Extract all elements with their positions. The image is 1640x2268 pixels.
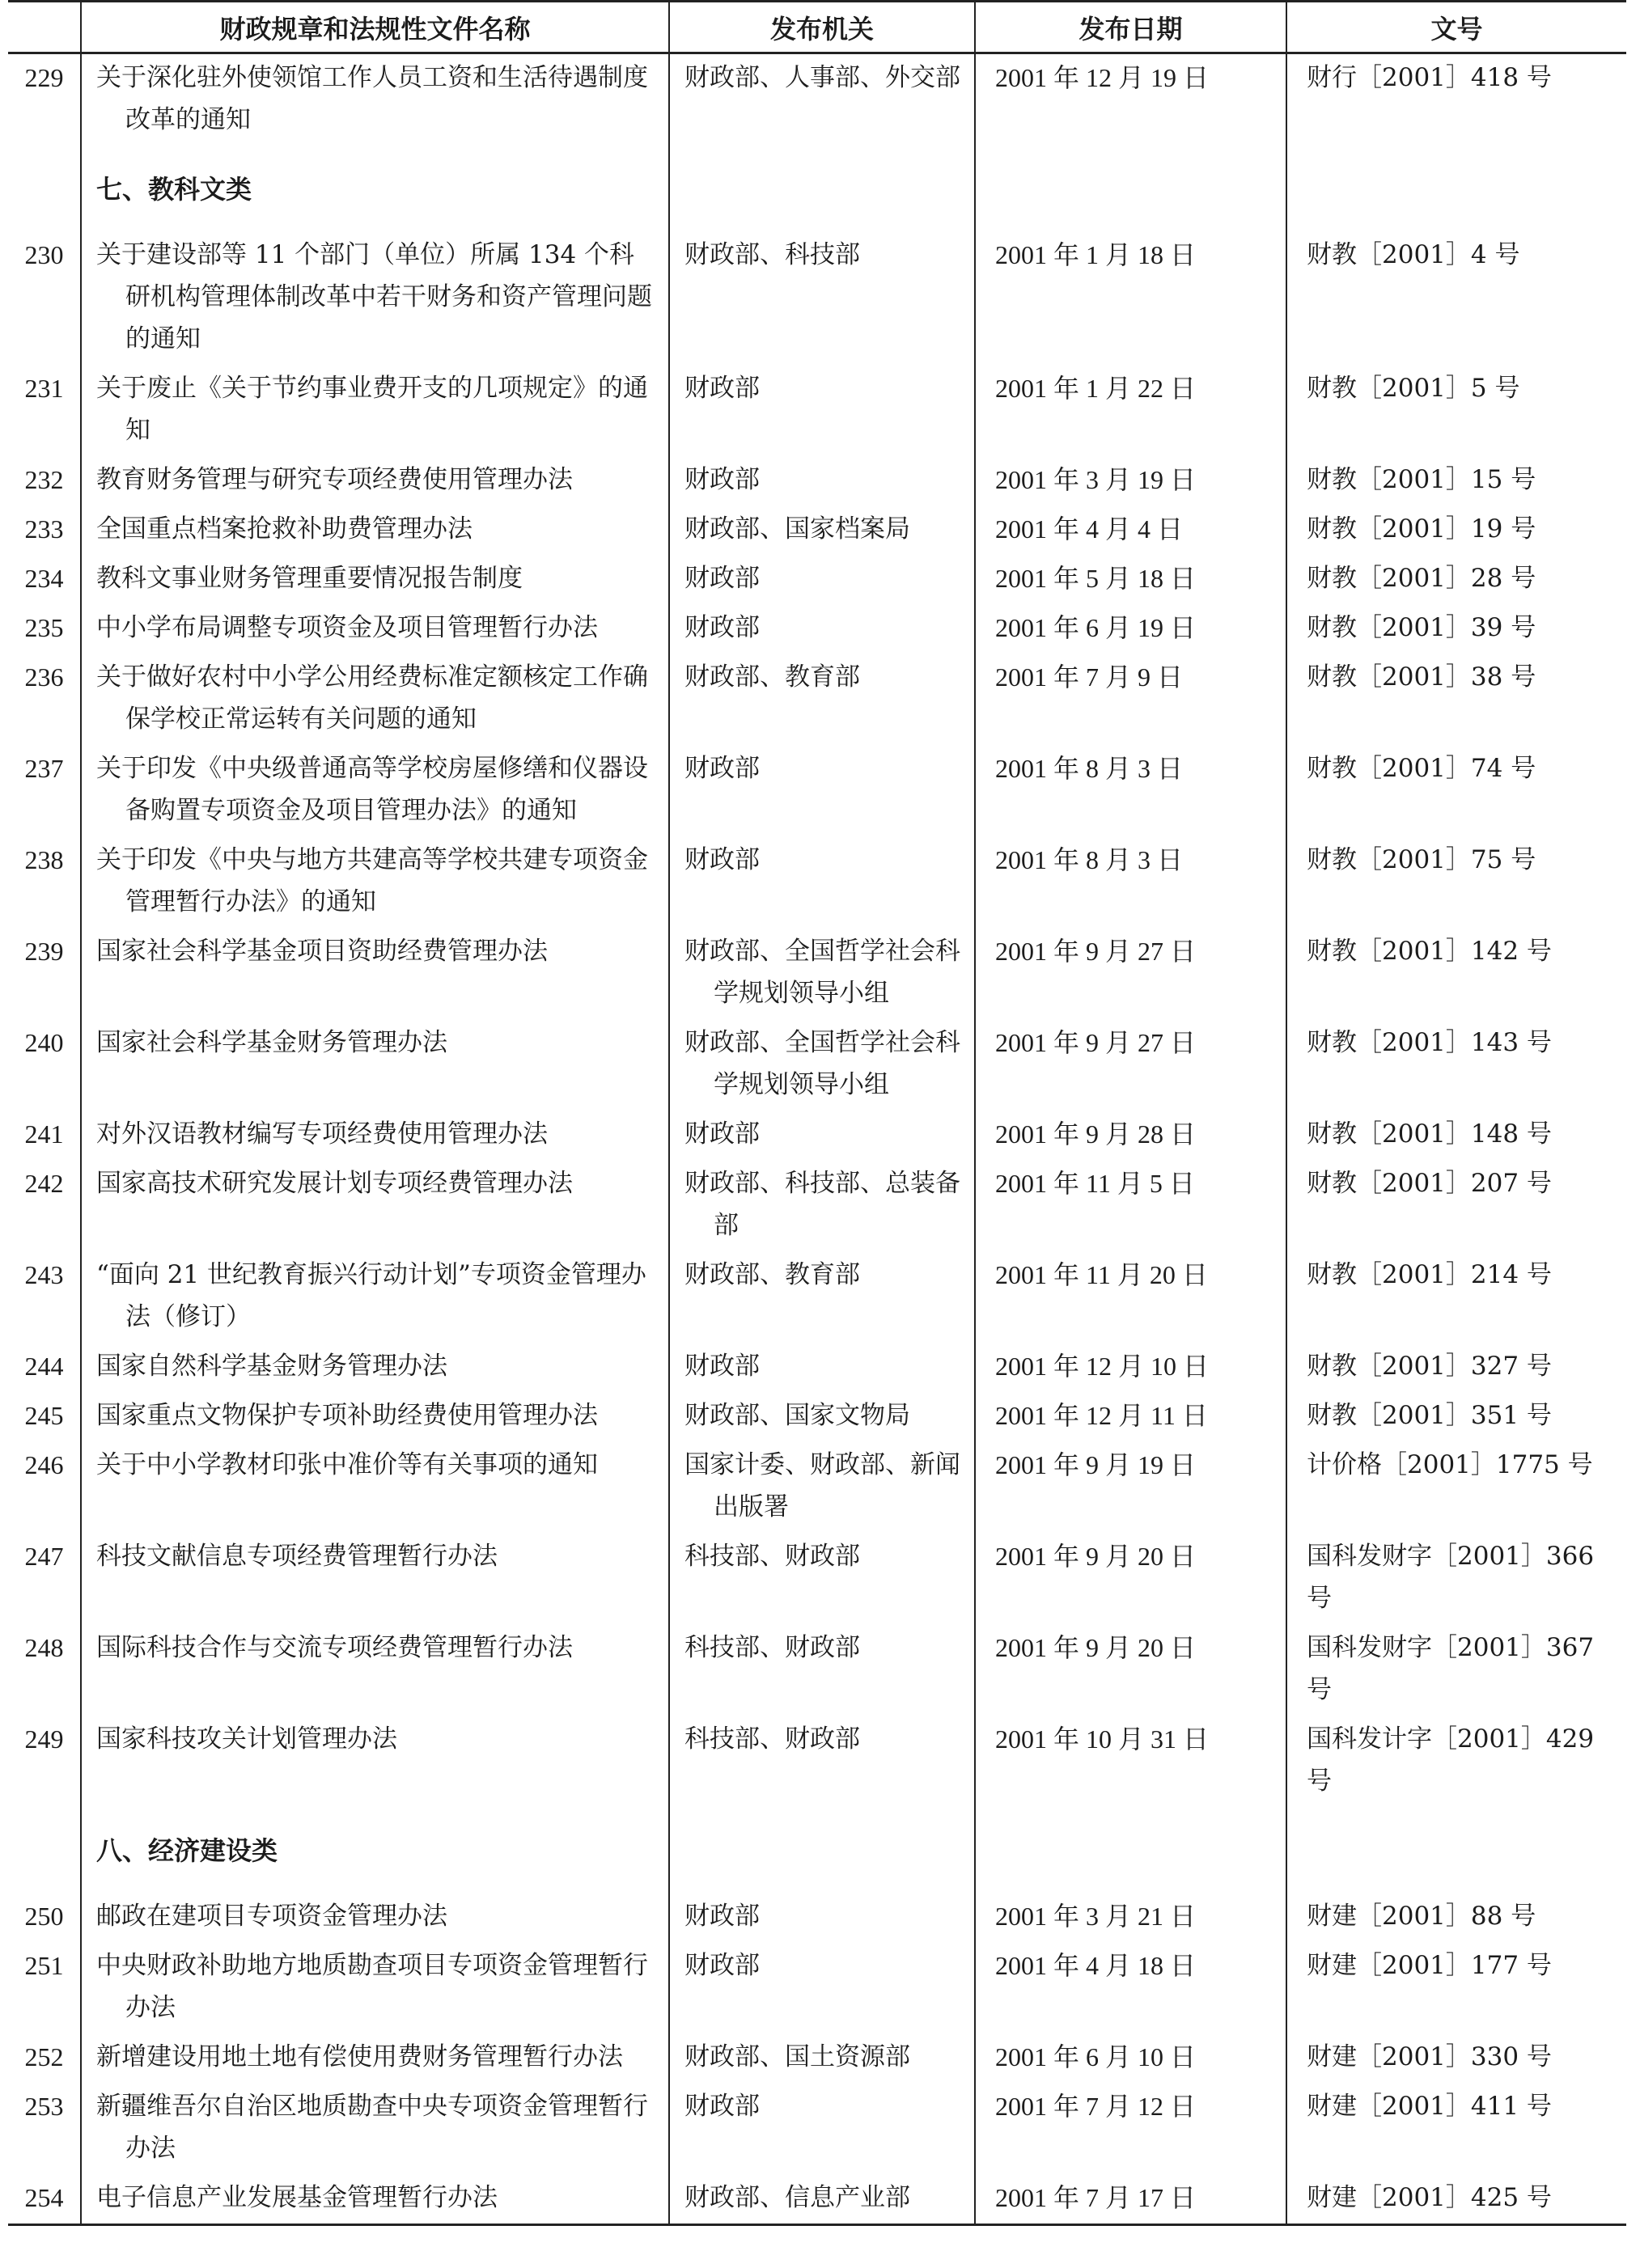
row-document-name [81, 555, 669, 604]
table-row [8, 365, 1626, 456]
row-number: 244 [8, 1343, 81, 1392]
row-issuing-authority [669, 2033, 975, 2083]
row-document-number: 财行［2001］418 号 [1286, 53, 1626, 146]
table-row [8, 2083, 1626, 2174]
row-document-name-text: 关于做好农村中小学公用经费标准定额核定工作确保学校正常运转有关问题的通知 [96, 662, 648, 734]
row-issuing-authority-text: 财政部 [684, 613, 760, 642]
row-issuing-authority [669, 1160, 975, 1251]
section-title: 八、经济建设类 [81, 1807, 669, 1893]
row-document-name [81, 231, 669, 365]
row-number: 234 [8, 555, 81, 604]
row-issuing-authority-text: 财政部、科技部、总装备部 [684, 1169, 960, 1240]
row-issue-date: 2001 年 9 月 27 日 [975, 1019, 1286, 1111]
row-issuing-authority-text: 财政部、全国哲学社会科学规划领导小组 [684, 937, 960, 1008]
table-row [8, 2033, 1626, 2083]
row-issuing-authority [669, 2174, 975, 2225]
row-document-number: 国科发财字［2001］367 号 [1286, 1624, 1626, 1716]
row-issuing-authority-text: 财政部、国家文物局 [684, 1401, 910, 1430]
row-date [975, 146, 1286, 231]
row-document-name [81, 53, 669, 146]
row-document-name-text: 关于废止《关于节约事业费开支的几项规定》的通知 [96, 374, 648, 445]
row-document-name [81, 1111, 669, 1160]
row-issuing-authority [669, 555, 975, 604]
table-row [8, 1942, 1626, 2033]
row-issuing-authority [669, 1942, 975, 2033]
row-issue-date: 2001 年 10 月 31 日 [975, 1716, 1286, 1807]
row-document-number: 财教［2001］327 号 [1286, 1343, 1626, 1392]
row-number: 253 [8, 2083, 81, 2174]
row-issuing-authority-text: 财政部、科技部 [684, 240, 860, 269]
row-number: 247 [8, 1533, 81, 1624]
row-document-name-text: 国际科技合作与交流专项经费管理暂行办法 [96, 1633, 573, 1662]
row-issuing-authority-text: 财政部 [684, 2092, 760, 2121]
row-issuing-authority-text: 财政部 [684, 754, 760, 783]
row-issue-date: 2001 年 9 月 19 日 [975, 1441, 1286, 1533]
row-issuing-authority [669, 836, 975, 928]
row-issue-date: 2001 年 12 月 11 日 [975, 1392, 1286, 1441]
row-issue-date: 2001 年 9 月 27 日 [975, 928, 1286, 1019]
table-row [8, 1893, 1626, 1942]
row-issuing-authority-text: 财政部、人事部、外交部 [684, 63, 960, 92]
row-document-number: 国科发财字［2001］366 号 [1286, 1533, 1626, 1624]
row-number: 251 [8, 1942, 81, 2033]
table-row [8, 53, 1626, 146]
row-document-name [81, 365, 669, 456]
header-no [8, 2, 81, 53]
table-row [8, 1251, 1626, 1343]
row-issue-date: 2001 年 1 月 18 日 [975, 231, 1286, 365]
row-issue-date: 2001 年 7 月 12 日 [975, 2083, 1286, 2174]
row-issuing-authority-text: 财政部 [684, 1352, 760, 1381]
row-issuing-authority [669, 1441, 975, 1533]
row-issuing-authority-text: 财政部 [684, 1119, 760, 1149]
row-document-number: 财教［2001］351 号 [1286, 1392, 1626, 1441]
header-name: 财政规章和法规性文件名称 [81, 2, 669, 53]
row-document-name [81, 928, 669, 1019]
row-document-name [81, 1160, 669, 1251]
row-issue-date: 2001 年 9 月 28 日 [975, 1111, 1286, 1160]
header-date: 发布日期 [975, 2, 1286, 53]
row-issuing-authority-text: 财政部 [684, 1902, 760, 1931]
row-issue-date: 2001 年 12 月 10 日 [975, 1343, 1286, 1392]
row-issue-date: 2001 年 11 月 5 日 [975, 1160, 1286, 1251]
row-issuing-authority-text: 科技部、财政部 [684, 1542, 860, 1571]
table-row [8, 1624, 1626, 1716]
row-issuing-authority-text: 财政部、全国哲学社会科学规划领导小组 [684, 1028, 960, 1099]
row-document-name-text: 国家科技攻关计划管理办法 [96, 1724, 397, 1754]
row-number: 238 [8, 836, 81, 928]
row-document-name-text: 关于中小学教材印张中准价等有关事项的通知 [96, 1450, 598, 1479]
table-row [8, 1160, 1626, 1251]
row-document-number: 计价格［2001］1775 号 [1286, 1441, 1626, 1533]
row-issuing-authority [669, 1019, 975, 1111]
row-issuing-authority [669, 231, 975, 365]
row-document-name [81, 836, 669, 928]
row-document-number: 财教［2001］4 号 [1286, 231, 1626, 365]
row-issue-date: 2001 年 6 月 10 日 [975, 2033, 1286, 2083]
row-issuing-authority-text: 科技部、财政部 [684, 1724, 860, 1754]
row-number: 245 [8, 1392, 81, 1441]
row-document-name [81, 1893, 669, 1942]
row-org [669, 146, 975, 231]
row-document-number: 国科发计字［2001］429 号 [1286, 1716, 1626, 1807]
row-issue-date: 2001 年 9 月 20 日 [975, 1533, 1286, 1624]
row-issuing-authority-text: 财政部 [684, 564, 760, 593]
row-issue-date: 2001 年 6 月 19 日 [975, 604, 1286, 654]
row-document-name-text: 关于印发《中央级普通高等学校房屋修缮和仪器设备购置专项资金及项目管理办法》的通知 [96, 754, 648, 825]
table-row [8, 604, 1626, 654]
row-document-name [81, 745, 669, 836]
row-number: 248 [8, 1624, 81, 1716]
row-issuing-authority [669, 2083, 975, 2174]
table-row [8, 1019, 1626, 1111]
table-row [8, 1111, 1626, 1160]
row-number: 246 [8, 1441, 81, 1533]
row-document-name-text: 电子信息产业发展基金管理暂行办法 [96, 2183, 498, 2212]
row-issuing-authority [669, 1893, 975, 1942]
table-row [8, 231, 1626, 365]
header-row [8, 2, 1626, 53]
row-number: 230 [8, 231, 81, 365]
row-issue-date: 2001 年 8 月 3 日 [975, 745, 1286, 836]
row-document-name [81, 1716, 669, 1807]
row-issuing-authority [669, 1624, 975, 1716]
row-document-number: 财建［2001］330 号 [1286, 2033, 1626, 2083]
row-document-number: 财建［2001］88 号 [1286, 1893, 1626, 1942]
row-document-name [81, 2174, 669, 2225]
row-document-name-text: 国家自然科学基金财务管理办法 [96, 1352, 447, 1381]
row-issue-date: 2001 年 7 月 9 日 [975, 654, 1286, 745]
regulations-table [8, 0, 1626, 2226]
row-number: 254 [8, 2174, 81, 2225]
row-number: 250 [8, 1893, 81, 1942]
row-issue-date: 2001 年 3 月 19 日 [975, 456, 1286, 506]
row-document-number: 财建［2001］411 号 [1286, 2083, 1626, 2174]
row-issuing-authority-text: 国家计委、财政部、新闻出版署 [684, 1450, 960, 1521]
row-issue-date: 2001 年 11 月 20 日 [975, 1251, 1286, 1343]
row-document-name-text: 关于建设部等 11 个部门（单位）所属 134 个科研机构管理体制改革中若干财务和资产管理问题的通知 [96, 240, 652, 353]
row-issuing-authority-text: 财政部、教育部 [684, 1260, 860, 1289]
row-document-name [81, 1251, 669, 1343]
row-document-number: 财建［2001］177 号 [1286, 1942, 1626, 2033]
row-document-name-text: 国家高技术研究发展计划专项经费管理办法 [96, 1169, 573, 1198]
section-title: 七、教科文类 [81, 146, 669, 231]
row-document-number: 财教［2001］214 号 [1286, 1251, 1626, 1343]
row-issuing-authority [669, 928, 975, 1019]
row-issuing-authority [669, 654, 975, 745]
row-issue-date: 2001 年 3 月 21 日 [975, 1893, 1286, 1942]
row-number: 239 [8, 928, 81, 1019]
row-document-number: 财教［2001］142 号 [1286, 928, 1626, 1019]
row-issuing-authority [669, 1533, 975, 1624]
row-document-name-text: 邮政在建项目专项资金管理办法 [96, 1902, 447, 1931]
section-row [8, 1807, 1626, 1893]
row-number: 237 [8, 745, 81, 836]
row-issue-date: 2001 年 8 月 3 日 [975, 836, 1286, 928]
row-issue-date: 2001 年 1 月 22 日 [975, 365, 1286, 456]
row-issuing-authority-text: 财政部 [684, 845, 760, 874]
row-document-number: 财教［2001］28 号 [1286, 555, 1626, 604]
section-row [8, 146, 1626, 231]
row-issue-date: 2001 年 5 月 18 日 [975, 555, 1286, 604]
row-document-name [81, 2033, 669, 2083]
row-document-name [81, 456, 669, 506]
row-issue-date: 2001 年 12 月 19 日 [975, 53, 1286, 146]
row-issuing-authority [669, 53, 975, 146]
table-row [8, 928, 1626, 1019]
row-number: 231 [8, 365, 81, 456]
row-document-name [81, 1441, 669, 1533]
row-document-name-text: 国家社会科学基金项目资助经费管理办法 [96, 937, 548, 966]
row-document-name-text: 关于深化驻外使领馆工作人员工资和生活待遇制度改革的通知 [96, 63, 648, 134]
row-document-name-text: 国家重点文物保护专项补助经费使用管理办法 [96, 1401, 598, 1430]
row-number: 229 [8, 53, 81, 146]
row-issuing-authority [669, 1716, 975, 1807]
row-document-name-text: 对外汉语教材编写专项经费使用管理办法 [96, 1119, 548, 1149]
row-document-name [81, 654, 669, 745]
row-document-number: 财教［2001］75 号 [1286, 836, 1626, 928]
table-row [8, 654, 1626, 745]
row-document-number: 财建［2001］425 号 [1286, 2174, 1626, 2225]
row-document-name-text: “面向 21 世纪教育振兴行动计划”专项资金管理办法（修订） [96, 1260, 646, 1331]
table-header [8, 2, 1626, 53]
row-document-name-text: 科技文献信息专项经费管理暂行办法 [96, 1542, 498, 1571]
row-issuing-authority-text: 财政部、教育部 [684, 662, 860, 692]
table-row [8, 836, 1626, 928]
row-issue-date: 2001 年 9 月 20 日 [975, 1624, 1286, 1716]
row-document-number: 财教［2001］5 号 [1286, 365, 1626, 456]
table-row [8, 1343, 1626, 1392]
row-issuing-authority-text: 财政部、信息产业部 [684, 2183, 910, 2212]
row-number [8, 146, 81, 231]
row-issuing-authority-text: 财政部、国家档案局 [684, 514, 910, 544]
row-number: 243 [8, 1251, 81, 1343]
row-document-name-text: 教育财务管理与研究专项经费使用管理办法 [96, 465, 573, 494]
row-issuing-authority-text: 财政部 [684, 1951, 760, 1980]
row-document-number: 财教［2001］39 号 [1286, 604, 1626, 654]
row-document-name [81, 1942, 669, 2033]
row-document-name-text: 新增建设用地土地有偿使用费财务管理暂行办法 [96, 2042, 623, 2071]
row-issuing-authority-text: 财政部 [684, 374, 760, 403]
row-document-name-text: 中央财政补助地方地质勘查项目专项资金管理暂行办法 [96, 1951, 648, 2022]
row-issuing-authority [669, 365, 975, 456]
table-row [8, 2174, 1626, 2225]
row-issuing-authority [669, 506, 975, 555]
row-document-name [81, 506, 669, 555]
header-ref: 文号 [1286, 2, 1626, 53]
table-row [8, 745, 1626, 836]
row-issuing-authority-text: 财政部 [684, 465, 760, 494]
row-issuing-authority-text: 财政部、国土资源部 [684, 2042, 910, 2071]
row-document-name-text: 全国重点档案抢救补助费管理办法 [96, 514, 473, 544]
row-number: 241 [8, 1111, 81, 1160]
row-number: 232 [8, 456, 81, 506]
row-document-name [81, 2083, 669, 2174]
row-document-number: 财教［2001］38 号 [1286, 654, 1626, 745]
table-row [8, 1392, 1626, 1441]
table-row [8, 506, 1626, 555]
table-body [8, 53, 1626, 2225]
row-document-number: 财教［2001］74 号 [1286, 745, 1626, 836]
row-number: 242 [8, 1160, 81, 1251]
row-document-name [81, 1343, 669, 1392]
row-issuing-authority [669, 1392, 975, 1441]
row-date [975, 1807, 1286, 1893]
row-number: 249 [8, 1716, 81, 1807]
row-issue-date: 2001 年 7 月 17 日 [975, 2174, 1286, 2225]
row-issuing-authority [669, 745, 975, 836]
row-document-name [81, 1019, 669, 1111]
table-row [8, 1533, 1626, 1624]
row-document-name-text: 国家社会科学基金财务管理办法 [96, 1028, 447, 1057]
row-document-number: 财教［2001］15 号 [1286, 456, 1626, 506]
row-issuing-authority [669, 1111, 975, 1160]
row-document-name [81, 1533, 669, 1624]
row-number [8, 1807, 81, 1893]
row-document-name-text: 关于印发《中央与地方共建高等学校共建专项资金管理暂行办法》的通知 [96, 845, 648, 916]
row-number: 235 [8, 604, 81, 654]
row-document-name [81, 1392, 669, 1441]
table-row [8, 456, 1626, 506]
row-document-number: 财教［2001］19 号 [1286, 506, 1626, 555]
row-org [669, 1807, 975, 1893]
row-document-number: 财教［2001］143 号 [1286, 1019, 1626, 1111]
row-issuing-authority [669, 456, 975, 506]
row-number: 233 [8, 506, 81, 555]
row-number: 236 [8, 654, 81, 745]
row-number: 252 [8, 2033, 81, 2083]
row-issuing-authority-text: 科技部、财政部 [684, 1633, 860, 1662]
row-document-name [81, 604, 669, 654]
row-issue-date: 2001 年 4 月 4 日 [975, 506, 1286, 555]
table-row [8, 1441, 1626, 1533]
row-document-name-text: 新疆维吾尔自治区地质勘查中央专项资金管理暂行办法 [96, 2092, 648, 2163]
row-ref [1286, 1807, 1626, 1893]
row-document-number: 财教［2001］207 号 [1286, 1160, 1626, 1251]
row-ref [1286, 146, 1626, 231]
table-row [8, 555, 1626, 604]
row-document-name [81, 1624, 669, 1716]
table-row [8, 1716, 1626, 1807]
row-issue-date: 2001 年 4 月 18 日 [975, 1942, 1286, 2033]
row-document-name-text: 中小学布局调整专项资金及项目管理暂行办法 [96, 613, 598, 642]
row-issuing-authority [669, 604, 975, 654]
row-number: 240 [8, 1019, 81, 1111]
row-issuing-authority [669, 1343, 975, 1392]
row-issuing-authority [669, 1251, 975, 1343]
row-document-number: 财教［2001］148 号 [1286, 1111, 1626, 1160]
header-org: 发布机关 [669, 2, 975, 53]
row-document-name-text: 教科文事业财务管理重要情况报告制度 [96, 564, 523, 593]
